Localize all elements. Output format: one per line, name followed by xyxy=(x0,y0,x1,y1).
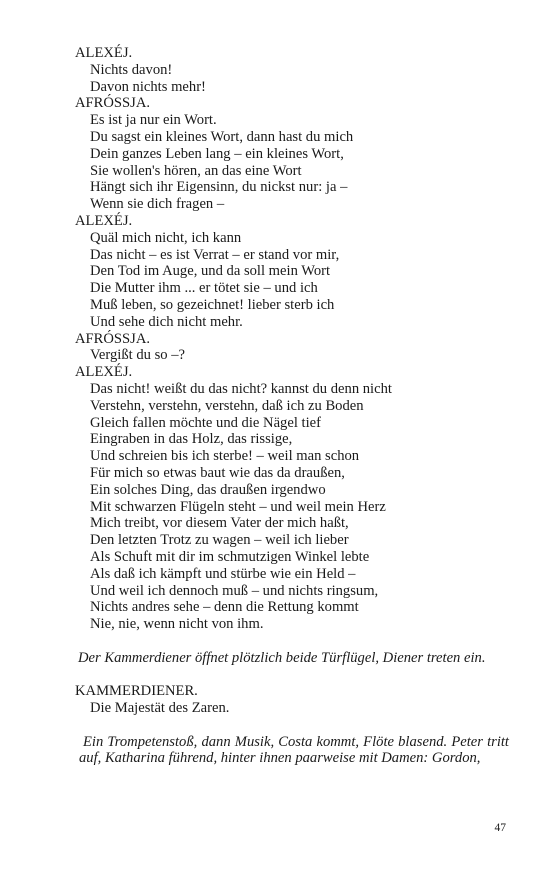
verse-line: Gleich fallen möchte und die Nägel tief xyxy=(90,414,321,431)
verse-line: Die Mutter ihm ... er tötet sie – und ich xyxy=(90,280,318,297)
page-number: 47 xyxy=(494,822,506,834)
verse-line: Und schreien bis ich sterbe! – weil man schon xyxy=(90,448,360,465)
verse-line: Es ist ja nur ein Wort. xyxy=(90,112,217,129)
verse-line: Mit schwarzen Flügeln steht – und weil mein Herz xyxy=(90,498,386,515)
verse-line: Nichts davon! xyxy=(90,61,173,78)
verse-line: Das nicht! weißt du das nicht? kannst du denn nicht xyxy=(90,380,392,397)
drama-text xyxy=(75,45,515,767)
spacer xyxy=(75,633,515,650)
speaker-name: ALEXÉJ. xyxy=(75,364,133,381)
verse-line: Muß leben, so gezeichnet! lieber sterb ich xyxy=(90,296,335,313)
verse-line: Das nicht – es ist Verrat – er stand vor mir, xyxy=(90,246,340,263)
verse-line: Die Majestät des Zaren. xyxy=(90,700,230,717)
speaker-name: KAMMERDIENER. xyxy=(75,683,198,700)
verse-line: Als daß ich kämpft und stürbe wie ein Held – xyxy=(90,565,356,582)
speaker-name: AFRÓSSJA. xyxy=(75,330,151,347)
speaker-name: ALEXÉJ. xyxy=(75,45,133,61)
speaker-name: ALEXÉJ. xyxy=(75,212,133,229)
verse-line: Vergißt du so –? xyxy=(90,347,185,364)
spacer xyxy=(75,717,515,734)
verse-line: Dein ganzes Leben lang – ein kleines Wort, xyxy=(90,145,344,162)
verse-line: Verstehn, verstehn, verstehn, daß ich zu Boden xyxy=(90,397,364,414)
verse-line: Den Tod im Auge, und da soll mein Wort xyxy=(90,263,331,280)
verse-line: Hängt sich ihr Eigensinn, du nickst nur: ja – xyxy=(90,179,348,196)
verse-line: Du sagst ein kleines Wort, dann hast du mich xyxy=(90,128,354,145)
verse-line: Sie wollen's hören, an das eine Wort xyxy=(90,162,302,179)
verse-line: Ein solches Ding, das draußen irgendwo xyxy=(90,481,326,498)
verse-line: Nie, nie, wenn nicht von ihm. xyxy=(90,616,264,633)
verse-line: Nichts andres sehe – denn die Rettung kommt xyxy=(90,599,359,616)
verse-line: Und sehe dich nicht mehr. xyxy=(90,313,243,330)
verse-line: Für mich so etwas baut wie das da draußen, xyxy=(90,464,345,481)
verse-line: Als Schuft mit dir im schmutzigen Winkel lebte xyxy=(90,548,370,565)
verse-line: Mich treibt, vor diesem Vater der mich haßt, xyxy=(90,515,349,532)
verse-line: Den letzten Trotz zu wagen – weil ich lieber xyxy=(90,532,349,549)
speaker-name: AFRÓSSJA. xyxy=(75,95,151,112)
verse-line: Eingraben in das Holz, das rissige, xyxy=(90,431,293,448)
verse-line: Davon nichts mehr! xyxy=(90,78,206,95)
verse-line: Wenn sie dich fragen – xyxy=(90,196,225,213)
stage-direction: Ein Trompetenstoß, dann Musik, Costa kommt, Flöte blasend. Peter tritt auf, Katharina führend, hinter ihnen paarweise mit Damen: Gordon, xyxy=(79,733,509,767)
spacer xyxy=(75,666,515,683)
stage-direction: Der Kammerdiener öffnet plötzlich beide Türflügel, Diener treten ein. xyxy=(78,649,486,666)
verse-line: Und weil ich dennoch muß – und nichts ringsum, xyxy=(90,582,379,599)
verse-line: Quäl mich nicht, ich kann xyxy=(90,229,242,246)
